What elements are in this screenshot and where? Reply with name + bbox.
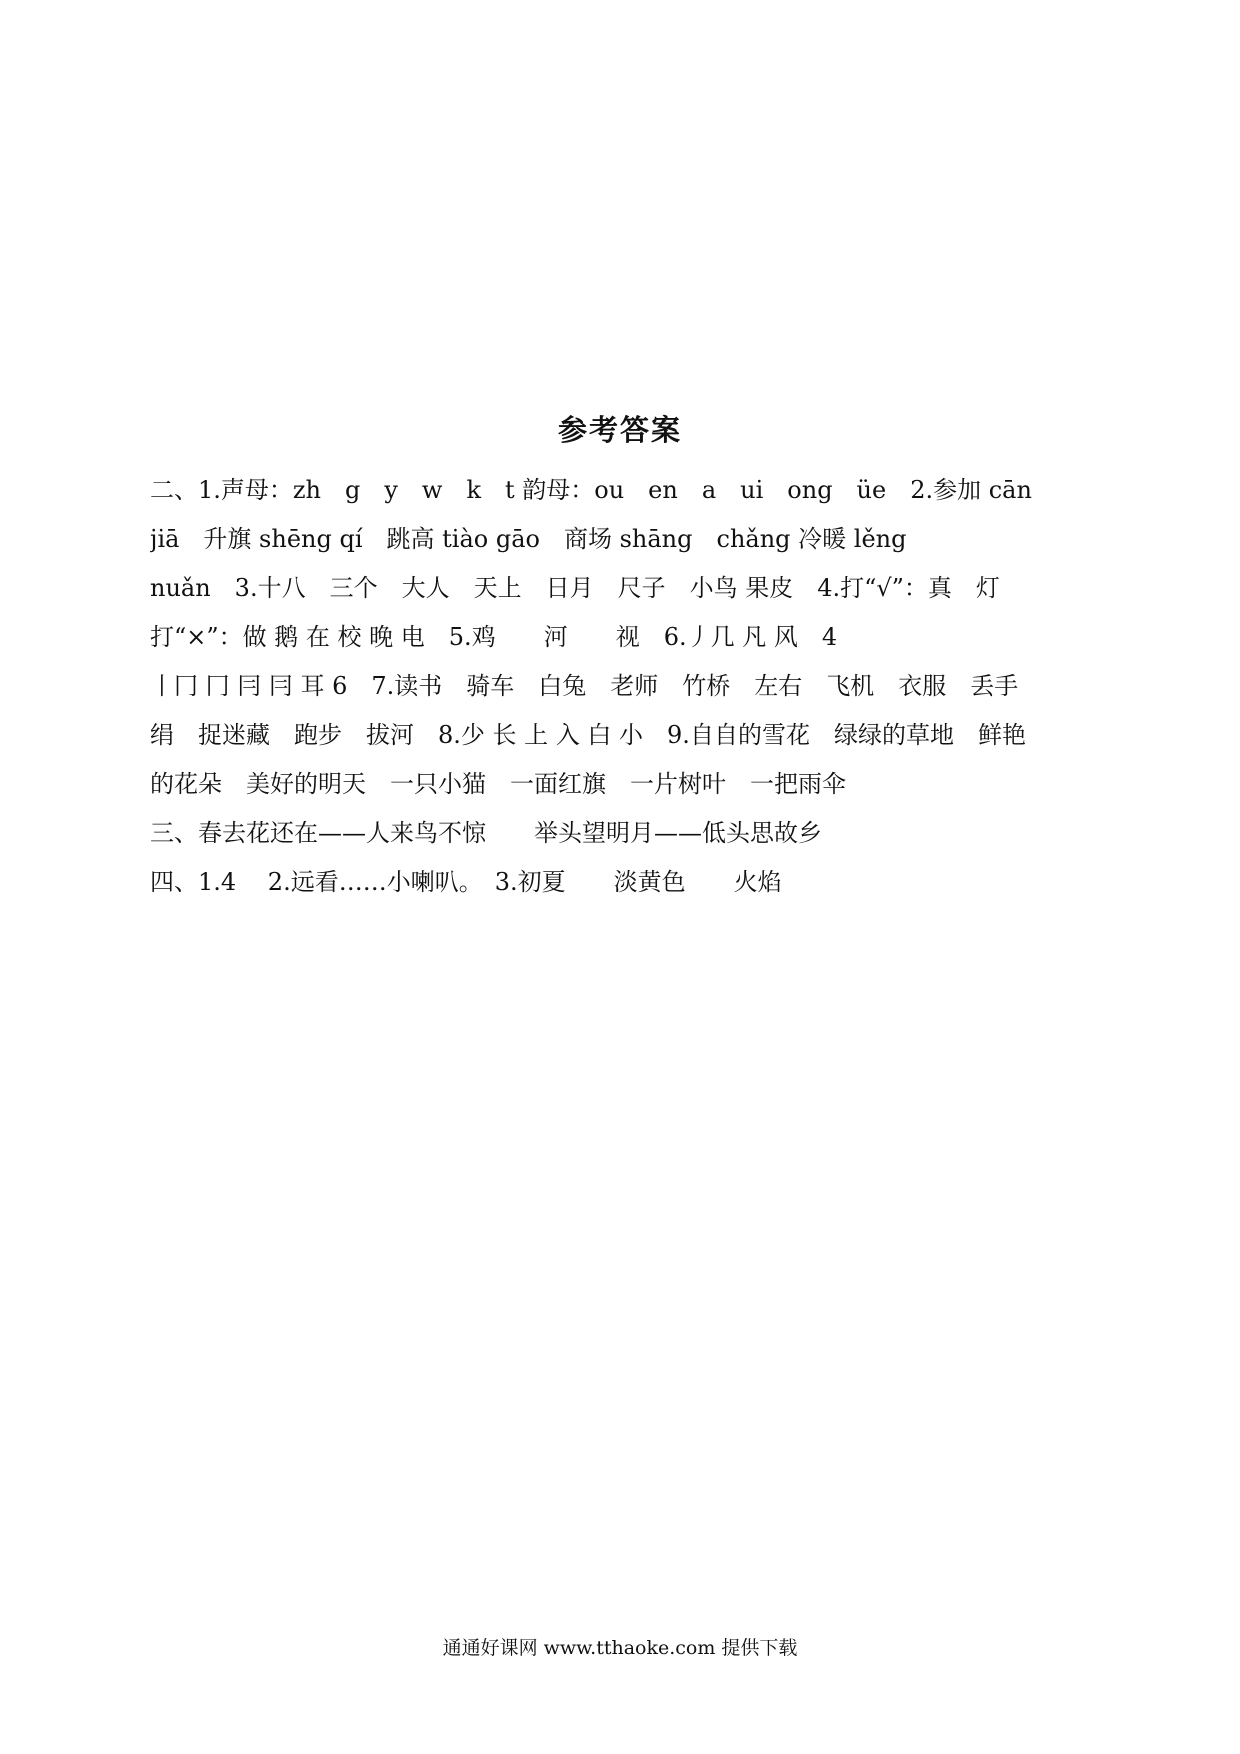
answer-line: jiā 升旗 shēng qí 跳高 tiào gāo 商场 shāng chǎng 冷暖 lěng [150, 525, 907, 553]
answer-body [150, 466, 1095, 907]
answer-line: 绢 捉迷藏 跑步 拔河 8.少 长 上 入 白 小 9.自自的雪花 绿绿的草地 鲜艳 [150, 721, 1026, 749]
answer-line: 丨冂 冂 冃 冃 耳 6 7.读书 骑车 白兔 老师 竹桥 左右 飞机 衣服 丢手 [150, 672, 1019, 700]
answer-line: 打“×”：做 鹅 在 校 晚 电 5.鸡 河 视 6.丿几 凡 风 4 [150, 623, 838, 651]
answer-line: 三、春去花还在——人来鸟不惊 举头望明月——低头思故乡 [150, 819, 822, 847]
answer-line: nuǎn 3.十八 三个 大人 天上 日月 尺子 小鸟 果皮 4.打“√”：真 灯 [150, 574, 1000, 602]
document-title: 参考答案 [557, 413, 682, 447]
answer-line: 的花朵 美好的明天 一只小猫 一面红旗 一片树叶 一把雨伞 [150, 770, 846, 798]
answer-line: 四、1.4 2.远看……小喇叭。 3.初夏 淡黄色 火焰 [150, 868, 782, 896]
answer-line: 二、1.声母：zh g y w k t 韵母：ou en a ui ong üe 2.参加 cān [150, 476, 1032, 504]
page-footer: 通通好课网 www.tthaoke.com 提供下载 [442, 1637, 798, 1659]
